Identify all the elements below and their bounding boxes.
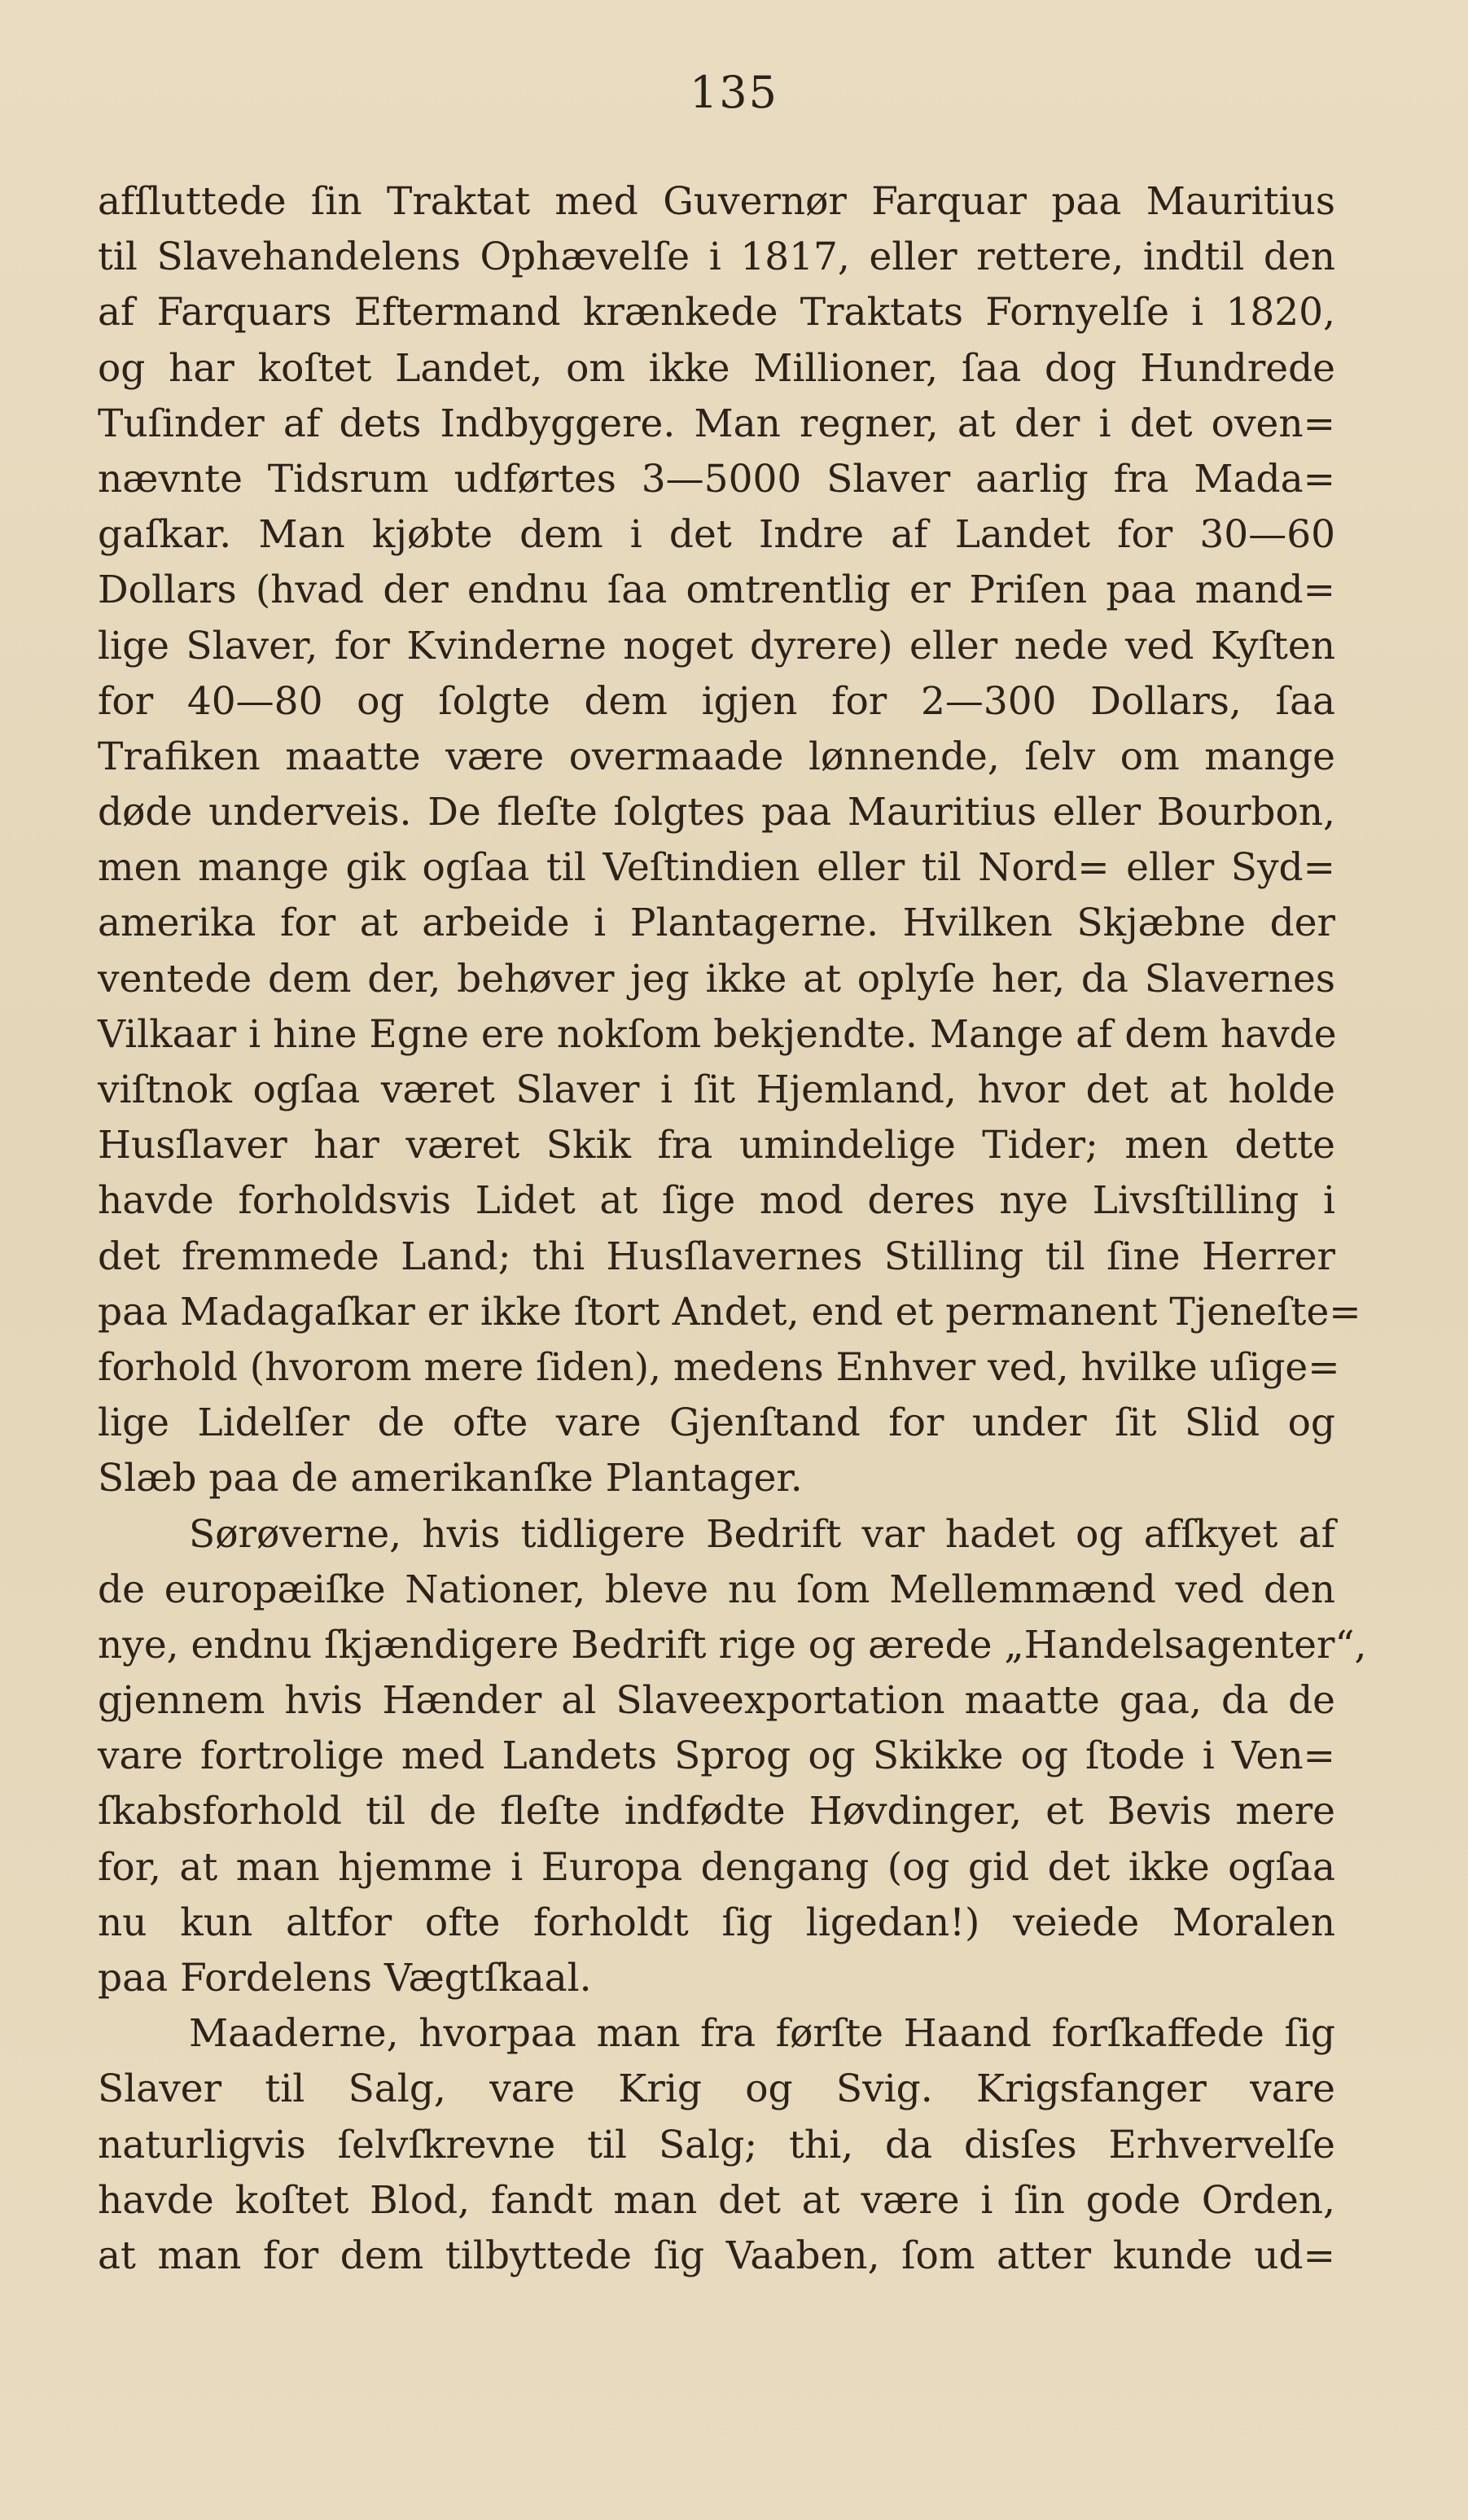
text-line: Dollars (hvad der endnu ſaa omtrentlig er Priſen paa mand= [98, 568, 1335, 613]
paragraph-1 [98, 174, 1361, 1507]
body-text [98, 174, 1367, 2284]
text-line: lige Slaver, for Kvinderne noget dyrere) eller nede ved Kyſten [98, 623, 1335, 668]
text-line: af Farquars Eftermand krænkede Traktats Fornyelſe i 1820, [98, 290, 1335, 335]
text-line: gaſkar. Man kjøbte dem i det Indre af Landet for 30—60 [98, 512, 1335, 558]
text-line: Tuſinder af dets Indbyggere. Man regner, at der i det oven= [98, 401, 1335, 446]
text-line: til Slavehandelens Ophævelſe i 1817, eller rettere, indtil den [98, 234, 1335, 280]
text-line: afſluttede ſin Traktat med Guvernør Farquar paa Mauritius [98, 179, 1335, 224]
text-line: lige Lidelſer de ofte vare Gjenſtand for under ſit Slid og [98, 1400, 1335, 1446]
text-line: Husſlaver har været Skik fra umindelige Tider; men dette [98, 1123, 1335, 1168]
text-line: amerika for at arbeide i Plantagerne. Hvilken Skjæbne der [98, 901, 1335, 946]
text-line: for, at man hjemme i Europa dengang (og gid det ikke ogſaa [98, 1844, 1335, 1890]
text-line: nye, endnu ſkjændigere Bedrift rige og ærede „Handelsagenter“, [98, 1622, 1367, 1668]
text-line: vare fortrolige med Landets Sprog og Skikke og ſtode i Ven= [98, 1733, 1335, 1779]
text-line: og har koſtet Landet, om ikke Millioner, ſaa dog Hundrede [98, 345, 1335, 391]
text-line: Maaderne, hvorpaa man fra førſte Haand forſkaffede ſig [189, 2011, 1335, 2057]
text-line: paa Fordelens Vægtſkaal. [98, 1956, 592, 2001]
text-line: havde koſtet Blod, fandt man det at være i ſin gode Orden, [98, 2177, 1335, 2223]
text-line: naturligvis ſelvſkrevne til Salg; thi, da disſes Erhvervelſe [98, 2122, 1335, 2167]
text-line: Slæb paa de amerikanſke Plantager. [98, 1456, 803, 1501]
paragraph-2 [98, 1507, 1367, 2007]
text-line: gjennem hvis Hænder al Slaveexportation maatte gaa, da de [98, 1678, 1335, 1724]
text-line: for 40—80 og ſolgte dem igjen for 2—300 Dollars, ſaa [98, 678, 1335, 724]
paragraph-3 [98, 2006, 1335, 2284]
page-number: 135 [689, 67, 779, 118]
text-line: ſkabsforhold til de fleſte indfødte Høvdinger, et Bevis mere [98, 1789, 1335, 1834]
text-line: men mange gik ogſaa til Veſtindien eller til Nord= eller Syd= [98, 845, 1335, 891]
text-line: det fremmede Land; thi Husſlavernes Stilling til ſine Herrer [98, 1234, 1335, 1279]
text-line: døde underveis. De fleſte ſolgtes paa Mauritius eller Bourbon, [98, 790, 1335, 835]
text-line: at man for dem tilbyttede ſig Vaaben, ſom atter kunde ud= [98, 2233, 1335, 2278]
text-line: viſtnok ogſaa været Slaver i ſit Hjemland, hvor det at holde [98, 1067, 1335, 1112]
text-line: havde forholdsvis Lidet at ſige mod deres nye Livsſtilling i [98, 1178, 1335, 1224]
text-line: Vilkaar i hine Egne ere nokſom bekjendte. Mange af dem havde [98, 1011, 1337, 1057]
text-line: Sørøverne, hvis tidligere Bedrift var hadet og afſkyet af [189, 1511, 1335, 1557]
text-line: nu kun altfor ofte forholdt ſig ligedan!) veiede Moralen [98, 1900, 1335, 1945]
text-line: Trafiken maatte være overmaade lønnende, ſelv om mange [98, 734, 1335, 779]
text-line: forhold (hvorom mere ſiden), medens Enhver ved, hvilke uſige= [98, 1344, 1340, 1390]
text-line: ventede dem der, behøver jeg ikke at oplyſe her, da Slavernes [98, 956, 1335, 1001]
text-line: nævnte Tidsrum udførtes 3—5000 Slaver aarlig fra Mada= [98, 456, 1335, 502]
text-line: paa Madagaſkar er ikke ſtort Andet, end et permanent Tjeneſte= [98, 1289, 1361, 1335]
text-line: de europæiſke Nationer, bleve nu ſom Mellemmænd ved den [98, 1567, 1335, 1612]
text-line: Slaver til Salg, vare Krig og Svig. Krigsfanger vare [98, 2066, 1335, 2112]
